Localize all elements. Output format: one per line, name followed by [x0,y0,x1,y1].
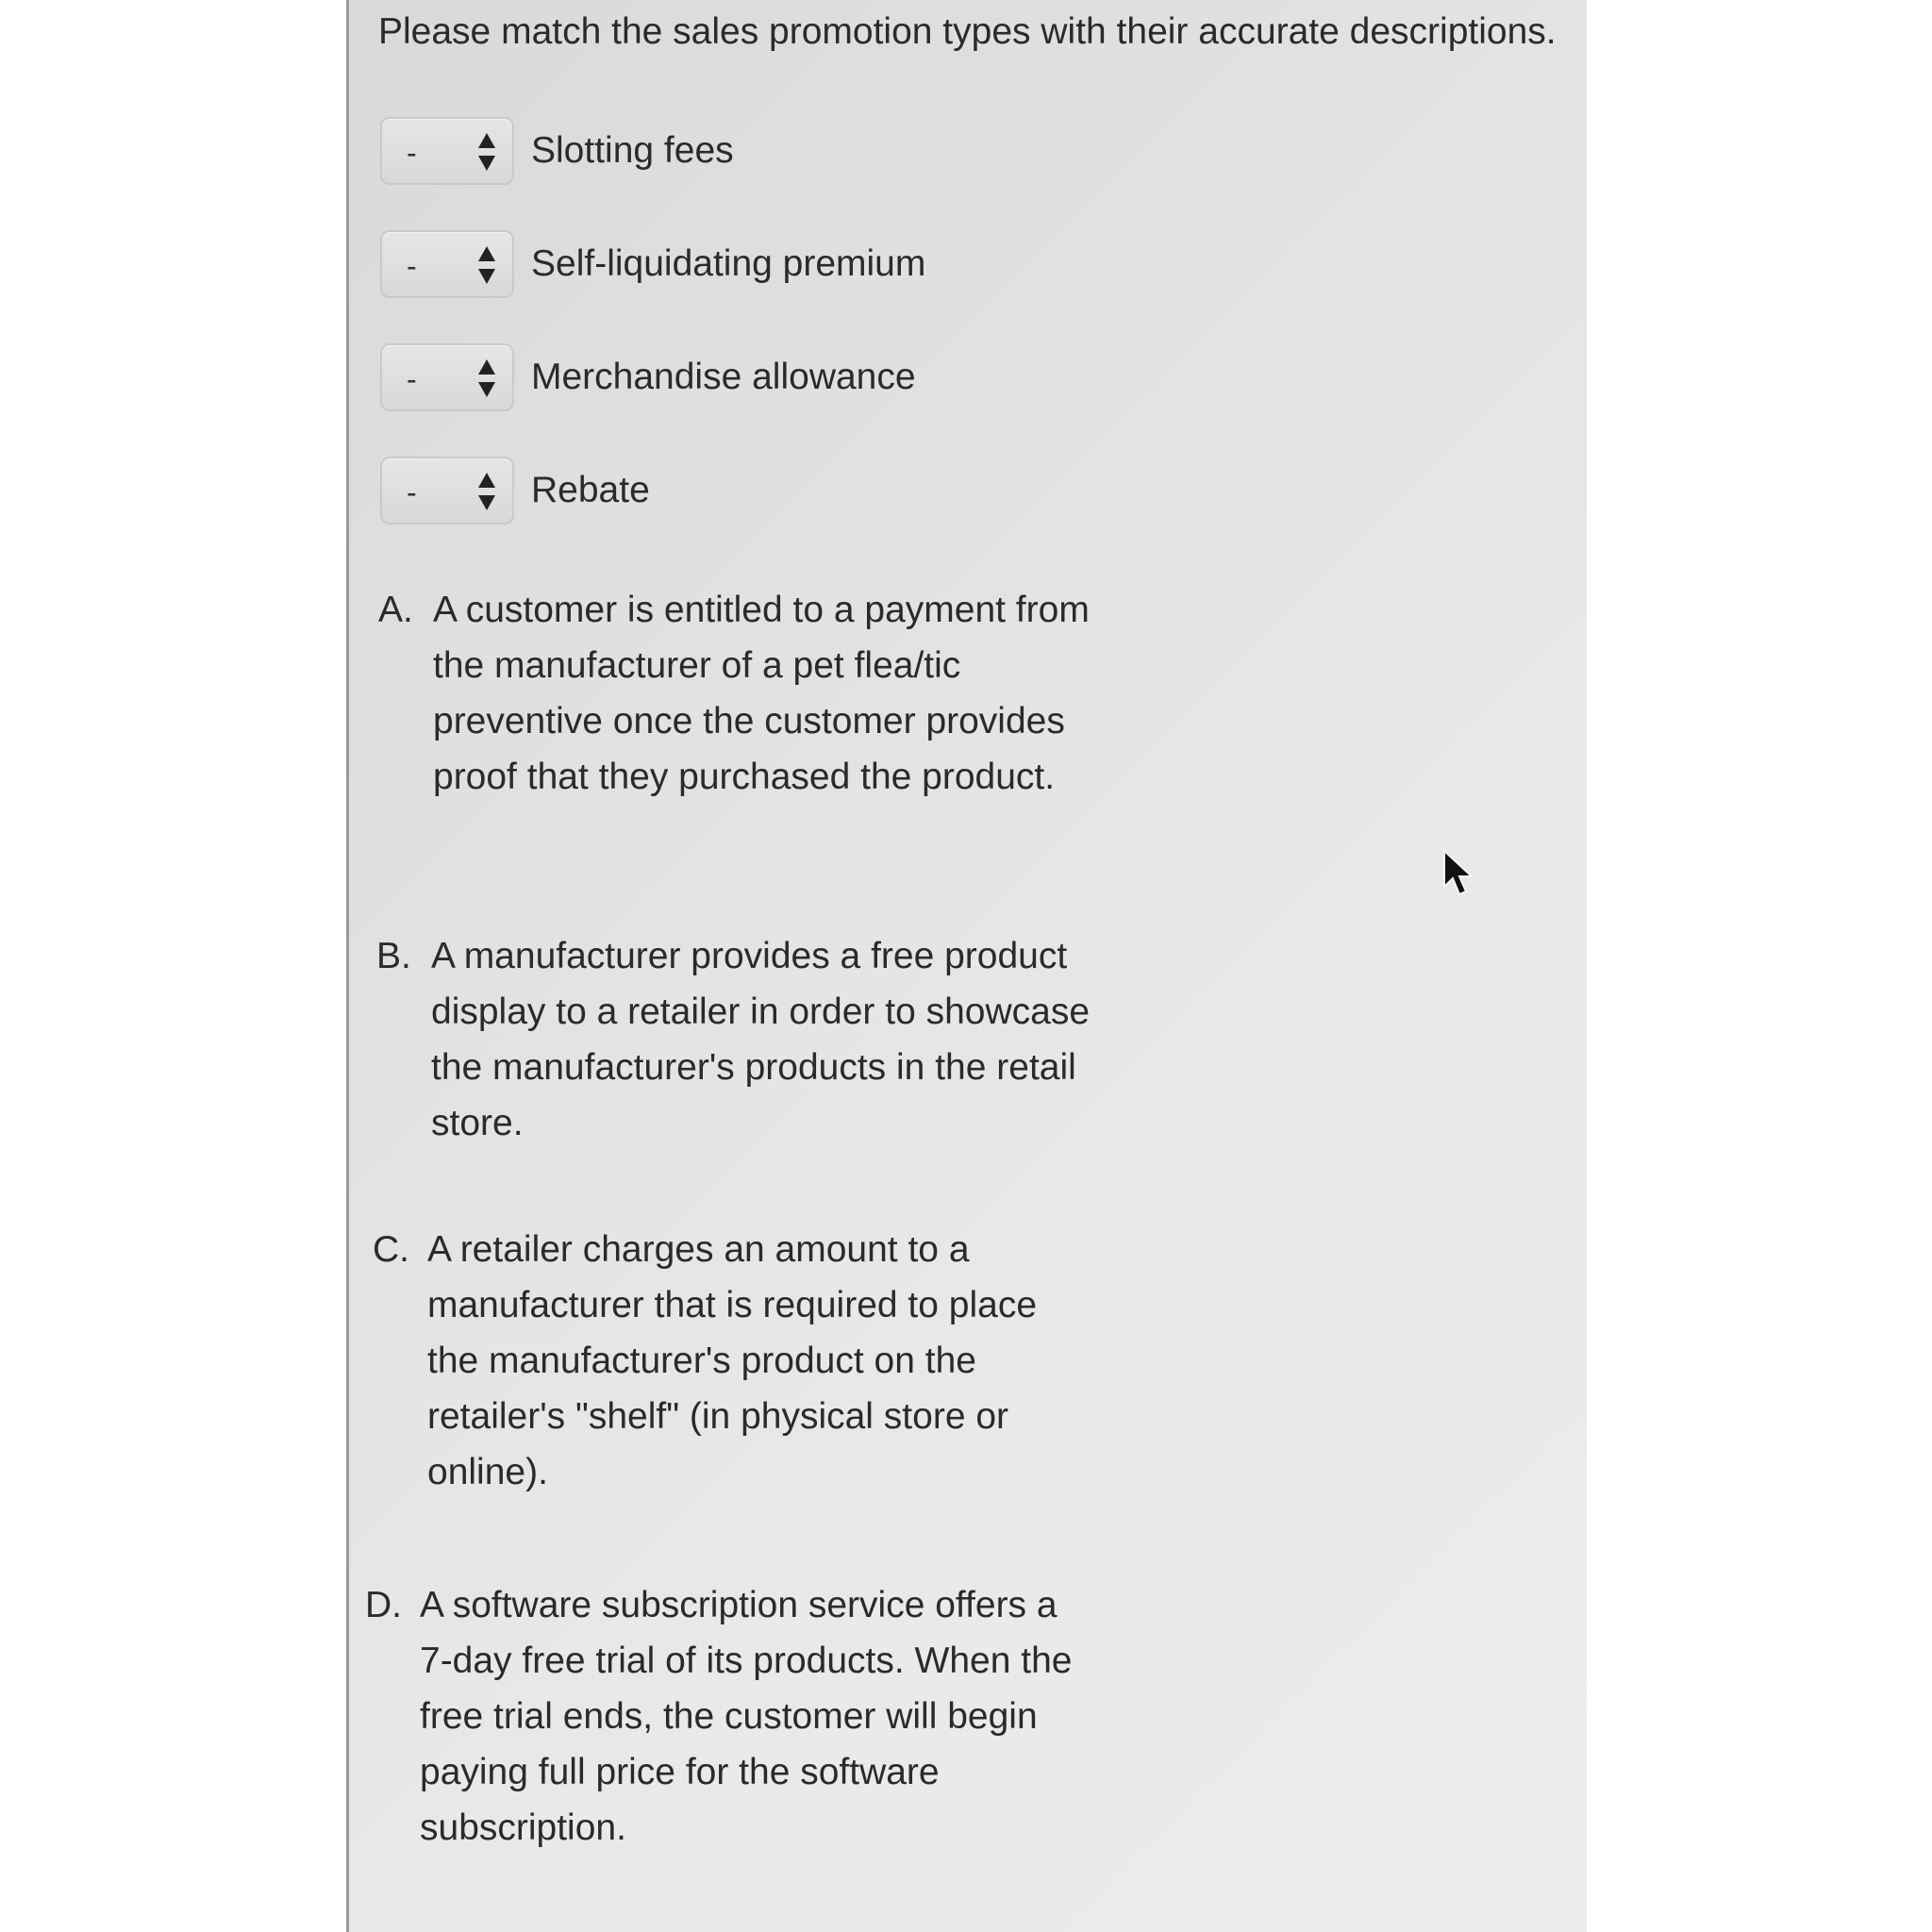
match-select-value: - [407,475,417,509]
term-label: Merchandise allowance [531,357,916,397]
question-prompt: Please match the sales promotion types with their accurate descriptions. [378,11,1557,52]
up-down-arrows-icon [476,244,497,286]
term-label: Slotting fees [531,130,734,171]
match-select-value: - [407,136,417,170]
description-d [365,1577,1080,1856]
match-row-self-liquidating-premium [380,230,925,298]
description-letter: A. [378,590,413,630]
match-select-slotting-fees[interactable] [380,117,514,185]
description-text: A manufacturer provides a free product display to a retailer in order to showcase the manufacturer's products in the retail store. [431,936,1091,1143]
match-select-self-liquidating-premium[interactable] [380,230,514,298]
description-letter: B. [376,936,411,976]
description-text: A retailer charges an amount to a manufacturer that is required to place the manufacturer's product on the retailer's "shelf" (in physical store or online). [427,1229,1038,1492]
term-label: Self-liquidating premium [531,243,926,284]
mouse-pointer-icon [1442,849,1476,900]
match-row-rebate [380,457,650,525]
panel-edge-divider [346,0,349,1932]
description-letter: D. [365,1585,402,1625]
match-row-slotting-fees [380,117,734,185]
up-down-arrows-icon [476,358,497,399]
match-select-value: - [407,249,417,283]
up-down-arrows-icon [476,131,497,173]
description-letter: C. [373,1229,409,1270]
match-select-rebate[interactable] [380,457,514,525]
description-text: A software subscription service offers a 7-day free trial of its products. When the free trial ends, the customer will begin paying full price for the software subscription. [420,1585,1073,1848]
match-row-merchandise-allowance [380,343,916,411]
match-select-value: - [407,362,417,396]
description-a [378,582,1093,805]
question-panel [346,0,1587,1932]
description-c [373,1222,1088,1500]
term-label: Rebate [531,470,650,510]
up-down-arrows-icon [476,471,497,512]
description-text: A customer is entitled to a payment from the manufacturer of a pet flea/tic preventive once the customer provides proof that they purchased the product. [433,590,1090,797]
description-b [376,928,1091,1151]
match-select-merchandise-allowance[interactable] [380,343,514,411]
